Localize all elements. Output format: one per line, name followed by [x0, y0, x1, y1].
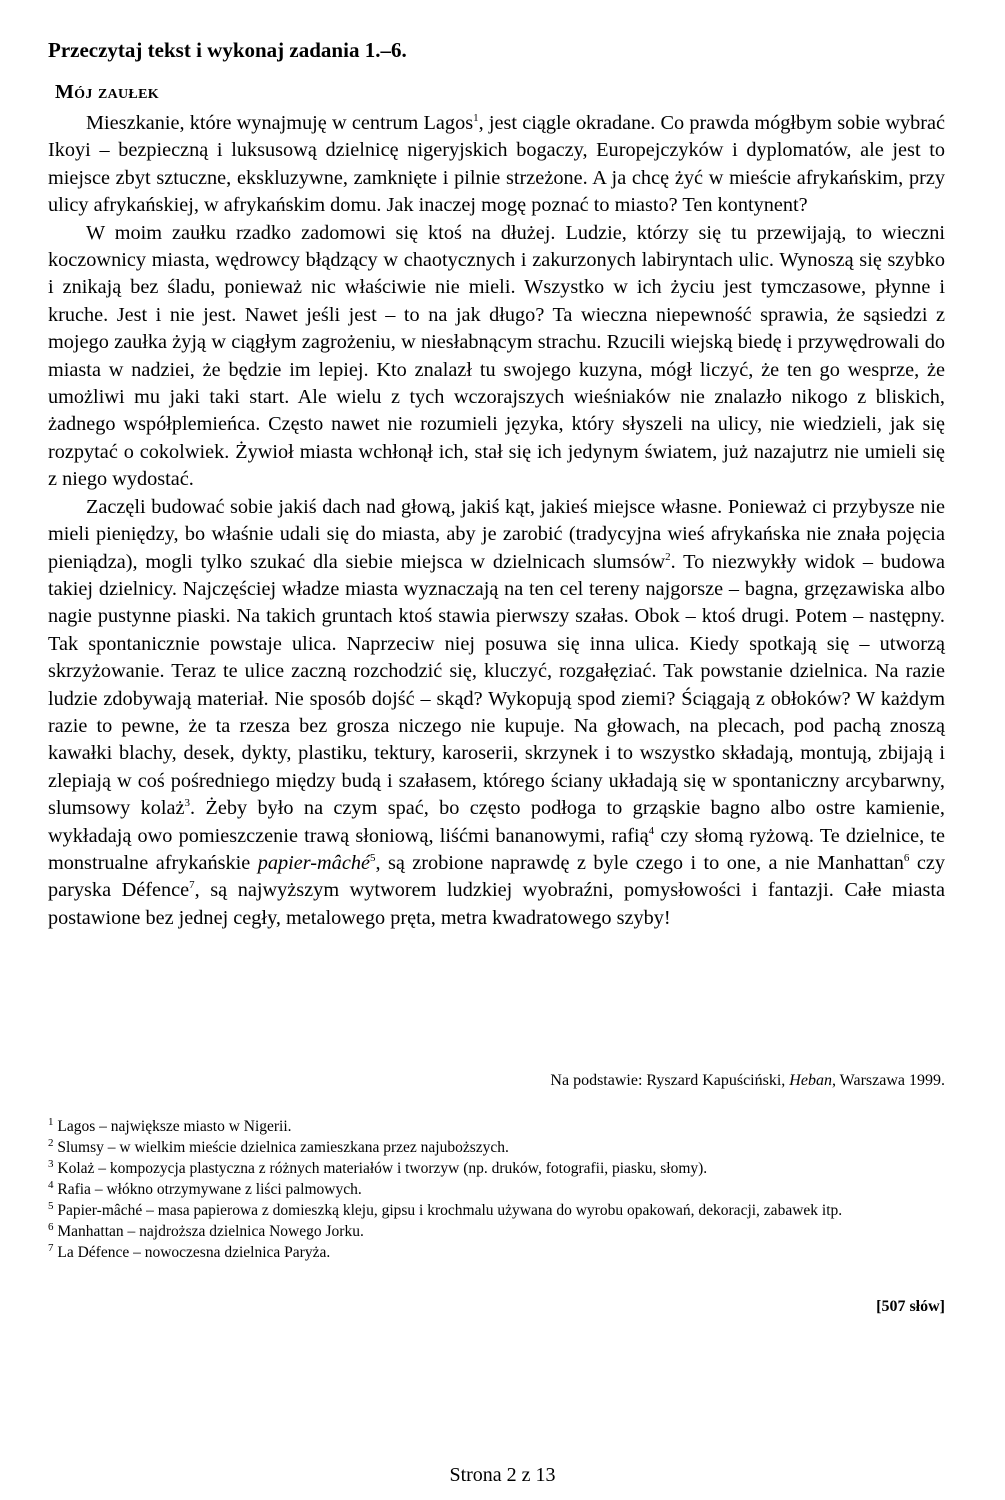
footnote-text: Slumsy – w wielkim mieście dzielnica zamieszkana przez najuboższych. — [57, 1139, 509, 1156]
text-segment: czy słomą ryżową. Te dzielnice, te monstrualne afrykańskie — [48, 824, 945, 874]
article-title: Mój zaułek — [55, 81, 159, 103]
footnote-ref: 2 — [665, 550, 671, 563]
footnote-ref: 6 — [903, 852, 910, 865]
text-segment: Mieszkanie, które wynajmuję w centrum Lagos — [86, 112, 474, 134]
footnote-text: Kolaż – kompozycja plastyczna z różnych materiałów i tworzyw (np. druków, fotografii, piasku, słomy). — [57, 1160, 708, 1177]
footnote-number: 1 — [48, 1115, 54, 1128]
source-citation — [550, 1072, 945, 1090]
text-segment: Zaczęli budować sobie jakiś dach nad głową, jakiś kąt, jakieś miejsce własne. Ponieważ ci przybysze nie mieli pieniędzy, bo właśnie udali się do miasta, aby je zarobić (tradycyjna wieś afrykańska nie znała pojęcia pieniądza), mogli tylko szukać dla siebie miejsca w dzielnicach slumsów — [48, 495, 945, 573]
text-segment: , są zrobione naprawdę z byle czego i to one, a nie Manhattan — [375, 851, 904, 874]
source-prefix: Na podstawie: Ryszard Kapuściński, — [550, 1072, 790, 1089]
footnote-number: 7 — [48, 1241, 54, 1254]
paragraph — [48, 220, 945, 494]
footnote — [48, 1242, 945, 1263]
footnote — [48, 1116, 945, 1137]
footnote — [48, 1137, 945, 1158]
footnote-text: Lagos – największe miasto w Nigerii. — [57, 1118, 292, 1135]
text-segment: czy paryska Défence — [48, 851, 945, 902]
footnote-ref: 7 — [189, 879, 195, 892]
paragraph — [48, 494, 945, 933]
footnote-text: Rafia – włókno otrzymywane z liści palmowych. — [57, 1181, 362, 1198]
page-number: Strona 2 z 13 — [449, 1464, 556, 1486]
footnote-text: Papier-mâché – masa papierowa z domieszką kleju, gipsu i krochmalu używana do wyrobu opakowań, dekoracji, zabawek itp. — [57, 1202, 843, 1219]
footnote-ref: 3 — [184, 797, 191, 810]
footnote-number: 4 — [48, 1178, 54, 1191]
footnote-number: 2 — [48, 1136, 54, 1149]
text-segment: , są najwyższym wytworem ludzkiej wyobraźni, pomysłowości i fantazji. Całe miasta postawione bez jednej cegły, metalowego pręta, metra kwadratowego szyby! — [48, 879, 945, 929]
footnotes — [48, 1116, 945, 1263]
footnote-text: La Défence – nowoczesna dzielnica Paryża. — [57, 1244, 331, 1261]
footnote — [48, 1158, 945, 1179]
footnote — [48, 1200, 945, 1221]
italic-term: papier-mâché — [257, 851, 370, 874]
footnote-number: 5 — [48, 1199, 54, 1212]
word-count: [507 słów] — [876, 1298, 945, 1315]
paragraph — [48, 110, 945, 220]
source-suffix: , Warszawa 1999. — [831, 1072, 945, 1089]
text-segment: , jest ciągle okradane. Co prawda mógłbym sobie wybrać Ikoyi – bezpieczną i luksusową dzielnicę nigeryjskich bogaczy, Europejczyków i dyplomatów, ale jest to miejsce zbyt sztuczne, ekskluzywne, zamknięte i pilnie strzeżone. A ja chcę żyć w mieście afrykańskim, przy ulicy afrykańskiej, w afrykańskim domu. Jak inaczej mogę poznać to miasto? Ten kontynent? — [48, 112, 946, 217]
footnote-ref: 1 — [473, 112, 479, 125]
footnote-ref: 4 — [648, 824, 655, 837]
footnote — [48, 1221, 945, 1242]
footnote-number: 3 — [48, 1157, 54, 1170]
instruction-heading: Przeczytaj tekst i wykonaj zadania 1.–6. — [48, 38, 407, 62]
text-segment: . To niezwykły widok – budowa takiej dzielnicy. Najczęściej władze miasta wyznaczają na ten cel tereny najgorsze – bagna, grzęzawiska albo nagie pustynne piaski. Na takich gruntach ktoś stawia pierwszy szałas. Obok – ktoś drugi. Potem – następny. Tak spontanicznie powstaje ulica. Naprzeciw niej posuwa się inna ulica. Kiedy spotkają się – utworzą skrzyżowanie. Teraz te ulice zaczną rozchodzić się, kluczyć, rozgałęziać. Tak powstanie dzielnica. Na razie ludzie zdobywają materiał. Nie sposób dojść – skąd? Wykopują spod ziemi? Ściągają z obłoków? W każdym razie to pewne, że ta rzesza bez grosza niczego nie kupuje. Na głowach, na plecach, pod pachą znoszą kawałki blachy, desek, dykty, plastiku, tektury, karoserii, skrzynek i to wszystko składają, montują, zbijają i zlepiają w coś pośredniego między budą i szałasem, którego ściany układają się w spontaniczny arcybarwny, slumsowy kolaż — [48, 550, 945, 820]
source-book: Heban — [789, 1072, 832, 1089]
text-segment: W moim zaułku rzadko zadomowi się ktoś na dłużej. Ludzie, którzy się tu przewijają, to wieczni koczownicy miasta, wędrowcy błądzący w chaotycznych i zakurzonych labiryntach ulic. Wynoszą się szybko i znikają bez śladu, ponieważ nic właściwie nie mieli. Wszystko w ich życiu jest tymczasowe, płynne i kruche. Jest i nie jest. Nawet jeśli jest – to na jak długo? Ta wieczna niepewność sprawia, że sąsiedzi z mojego zaułka żyją w ciągłym zagrożeniu, w niesłabnącym strachu. Rzucili wiejską biedę i przywędrowali do miasta w nadziei, że będzie im lepiej. Kto znalazł tu swojego kuzyna, mógł liczyć, że ten go wesprze, że umożliwi mu jaki taki start. Ale wielu z tych wczorajszych wieśniaków nie znalazło nikogo z bliskich, żadnego współplemieńca. Często nawet nie rozumieli języka, który słyszeli na ulicy, nie wiedzieli, jak się rozpytać o cokolwiek. Żywioł miasta wchłonął ich, stał się ich jedynym światem, już nazajutrz nie umieli się z niego wydostać. — [48, 221, 945, 491]
text-segment: . Żeby było na czym spać, bo często podłoga to grząskie bagno albo ostre kamienie, wykładają owo pomieszczenie trawą słoniową, liśćmi bananowymi, rafią — [48, 797, 945, 847]
footnote-text: Manhattan – najdroższa dzielnica Nowego Jorku. — [57, 1223, 364, 1240]
footnote — [48, 1179, 945, 1200]
article-body — [48, 110, 945, 932]
footnote-number: 6 — [48, 1220, 54, 1233]
footnote-ref: 5 — [369, 852, 376, 865]
